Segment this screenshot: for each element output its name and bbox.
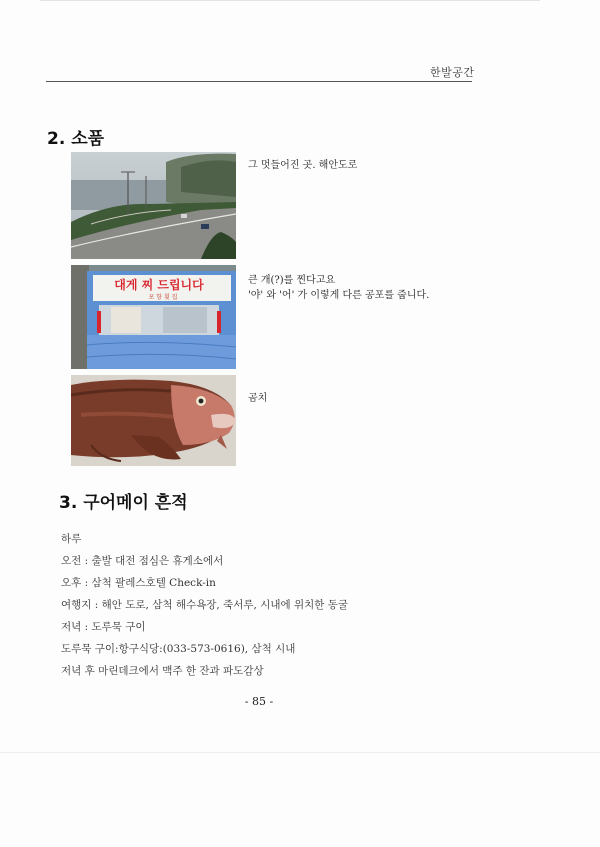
coastal-road-caption — [248, 158, 357, 173]
restaurant-tent-photo — [71, 265, 236, 369]
fish-caption — [248, 391, 267, 406]
itinerary-line: 여행지 : 해안 도로, 삼척 해수욕장, 죽서루, 시내에 위치한 동굴 — [61, 599, 349, 611]
restaurant-caption — [248, 273, 429, 303]
itinerary-line: 오전 : 출발 대전 점심은 휴게소에서 — [61, 555, 224, 567]
coastal-road-photo — [71, 152, 236, 259]
itinerary-line: 저녁 후 마린데크에서 맥주 한 잔과 파도감상 — [61, 665, 264, 677]
sign-main-text: 대게 찌 드립니다 — [114, 278, 204, 292]
section-3-title: 3. 구어메이 흔적 — [59, 493, 188, 513]
header-section-label: 한발공간 — [430, 66, 475, 79]
caption-line: '야' 와 '어' 가 이렇게 다른 공포를 줍니다. — [248, 290, 430, 301]
fish-photo — [71, 375, 236, 466]
itinerary-line: 도루묵 구이:항구식당:(033-573-0616), 삼척 시내 — [61, 643, 296, 655]
itinerary-line: 오후 : 삼척 팔레스호텔 Check-in — [61, 577, 216, 589]
section-2-title: 2. 소품 — [47, 129, 105, 149]
itinerary-line: 하루 — [61, 533, 82, 545]
itinerary-line: 저녁 : 도루묵 구이 — [61, 621, 146, 633]
itinerary-text — [61, 528, 348, 682]
sign-sub-text: 포 항 횟 집 — [148, 294, 178, 301]
header-rule — [46, 81, 472, 82]
top-edge-line — [40, 0, 540, 1]
caption-line: 곰치 — [248, 393, 268, 404]
page-number: - 85 - — [244, 695, 274, 708]
scan-fold-line — [0, 752, 600, 753]
caption-line: 큰 개(?)를 찐다고요 — [248, 275, 336, 286]
caption-line: 그 멋들어진 곳. 해안도로 — [248, 160, 358, 171]
